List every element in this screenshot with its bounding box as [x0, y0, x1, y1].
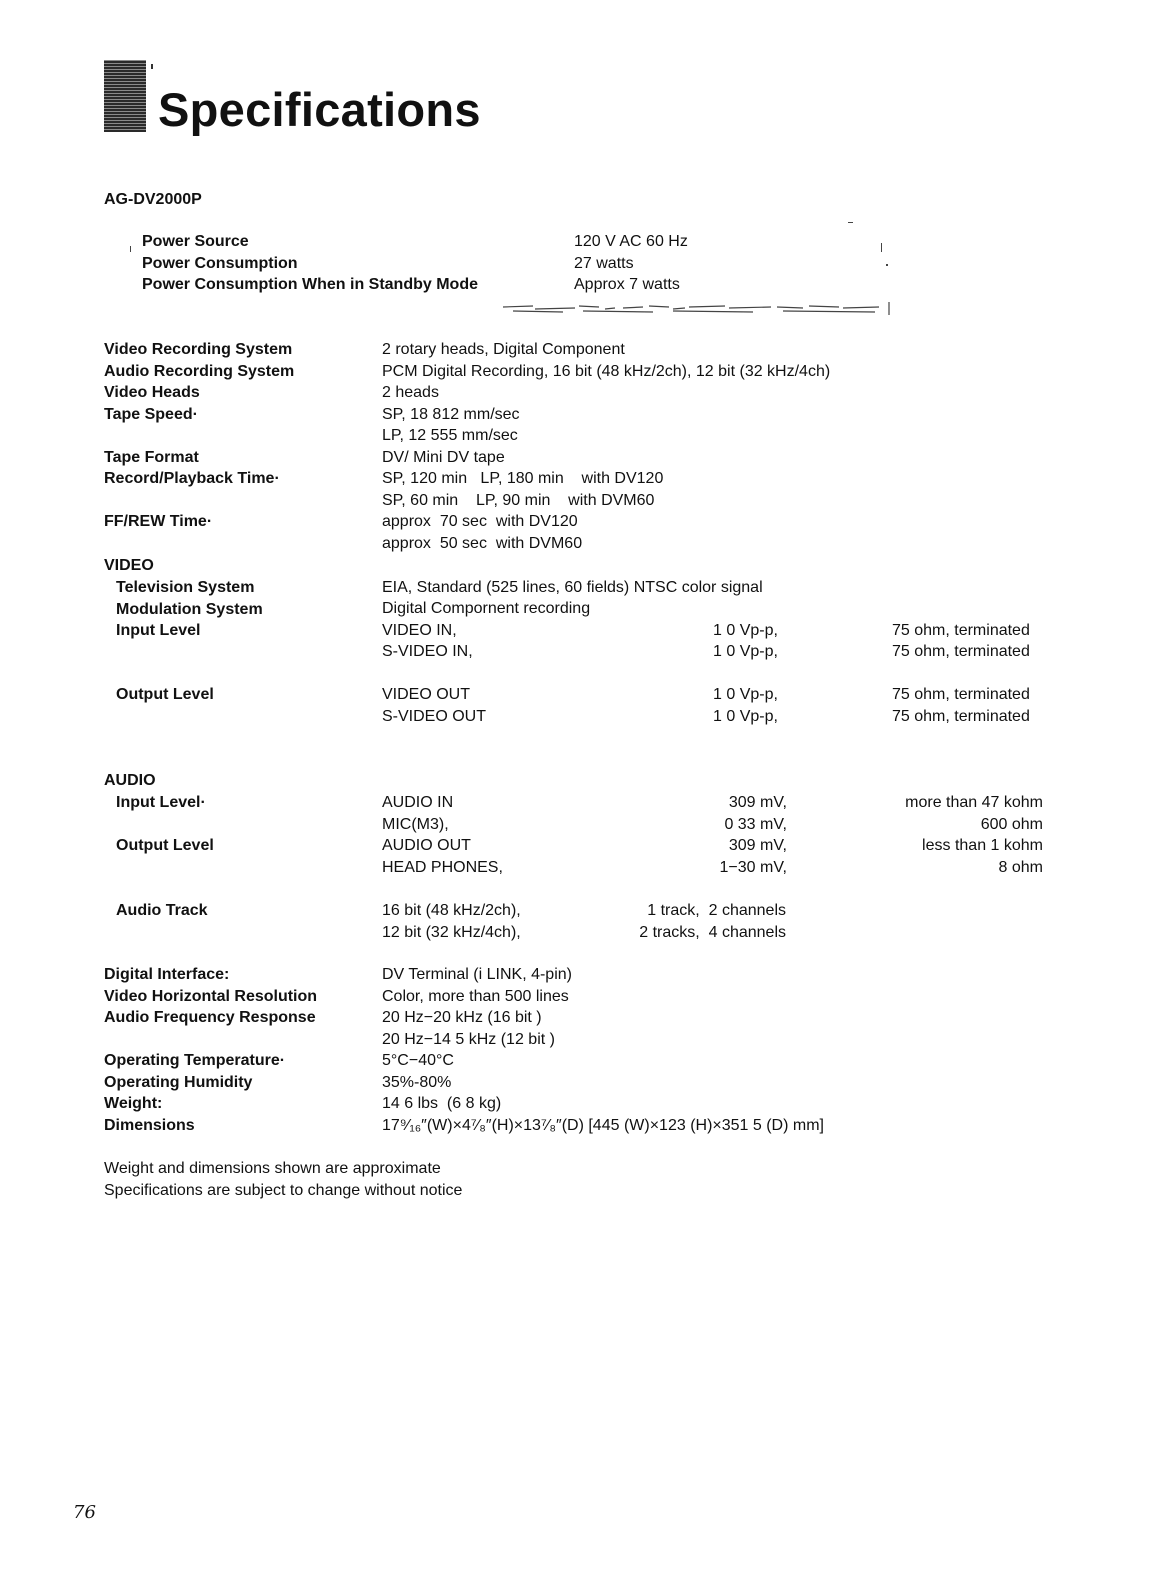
io-port: VIDEO IN, [382, 622, 457, 639]
spec-value: 17⁹⁄₁₆″(W)×4⁷⁄₈″(H)×13⁷⁄₈″(D) [445 (W)×123 (H)×351 5 (D) mm] [382, 1116, 824, 1134]
io-port: MIC(M3), [382, 816, 449, 833]
io-level: 1−30 mV, [719, 859, 787, 876]
misc-labels [104, 964, 317, 1136]
power-source-label: Power Source [142, 233, 249, 250]
io-impedance: 8 ohm [998, 859, 1043, 876]
spec-label: FF/REW Time· [104, 513, 213, 530]
spec-value: 14 6 lbs (6 8 kg) [382, 1095, 502, 1112]
audio-heading: AUDIO [104, 772, 156, 789]
page-title: Specifications [158, 83, 481, 136]
spec-label: Tape Format [104, 448, 199, 466]
io-impedance: 75 ohm, terminated [892, 708, 1030, 725]
video-heading: VIDEO [104, 557, 154, 574]
spec-value: SP, 120 min LP, 180 min with DV120 [382, 470, 664, 487]
video-output-level-label: Output Level [116, 686, 214, 703]
io-port: S-VIDEO OUT [382, 708, 487, 725]
video-labels [116, 577, 263, 642]
spec-label: Video Recording System [104, 341, 293, 358]
power-source-value: 120 V AC 60 Hz [574, 233, 688, 250]
spec-value: approx 70 sec with DV120 [382, 513, 578, 530]
io-port: AUDIO OUT [382, 837, 471, 854]
io-impedance: 75 ohm, terminated [892, 686, 1030, 703]
track-format: 16 bit (48 kHz/2ch), [382, 902, 521, 919]
footnote: Weight and dimensions shown are approximate [104, 1160, 441, 1177]
standby-power-label: Power Consumption When in Standby Mode [142, 276, 478, 293]
io-level: 1 0 Vp-p, [713, 622, 778, 639]
io-level: 1 0 Vp-p, [713, 708, 778, 725]
spec-value: approx 50 sec with DVM60 [382, 534, 583, 552]
io-port: HEAD PHONES, [382, 859, 503, 876]
spec-label: Video Heads [104, 384, 200, 401]
power-values [574, 231, 688, 296]
power-consumption-label: Power Consumption [142, 254, 298, 272]
spec-value: DV/ Mini DV tape [382, 448, 505, 466]
page-number: 76 [73, 1502, 96, 1523]
io-level: 309 mV, [728, 837, 787, 854]
doc-section-marker-icon [104, 60, 146, 132]
track-count: 2 tracks, 4 channels [639, 924, 786, 941]
spec-value: 5°C−40°C [382, 1052, 454, 1069]
io-port: AUDIO IN [382, 794, 454, 811]
general-labels [104, 339, 294, 533]
modulation-system-label: Modulation System [116, 600, 263, 618]
footnotes [104, 1158, 462, 1202]
io-impedance: more than 47 kohm [905, 794, 1043, 811]
io-level: 1 0 Vp-p, [713, 643, 778, 660]
spec-value: 2 rotary heads, Digital Component [382, 341, 625, 358]
io-port: VIDEO OUT [382, 686, 471, 703]
audio-output-level-label: Output Level [116, 837, 214, 854]
scan-speck [848, 222, 853, 223]
scan-noise-line [503, 302, 893, 316]
io-port: S-VIDEO IN, [382, 643, 473, 660]
spec-label: Audio Frequency Response [104, 1009, 316, 1026]
io-impedance: less than 1 kohm [922, 837, 1043, 854]
spec-value: 35%-80% [382, 1073, 452, 1091]
spec-label: Audio Recording System [104, 362, 295, 380]
spec-value: DV Terminal (i LINK, 4-pin) [382, 966, 572, 983]
spec-label: Dimensions [104, 1116, 195, 1134]
scan-speck [130, 246, 131, 252]
track-count: 1 track, 2 channels [647, 902, 786, 919]
video-input-level-label: Input Level [116, 622, 201, 639]
spec-label [104, 490, 294, 512]
track-format: 12 bit (32 kHz/4ch), [382, 924, 521, 941]
misc-values [382, 964, 824, 1136]
television-system-label: Television System [116, 579, 255, 596]
spec-value: 2 heads [382, 384, 439, 401]
general-values [382, 339, 830, 554]
spec-label: Video Horizontal Resolution [104, 987, 318, 1005]
standby-power-value: Approx 7 watts [574, 276, 680, 293]
spec-value: LP, 12 555 mm/sec [382, 427, 518, 444]
spec-label: Operating Humidity [104, 1073, 253, 1091]
power-consumption-value: 27 watts [574, 254, 634, 272]
spec-label [104, 1029, 317, 1051]
scan-speck [881, 243, 882, 252]
spec-label: Operating Temperature· [104, 1052, 286, 1069]
spec-label: Digital Interface: [104, 966, 230, 983]
spec-label [104, 425, 294, 447]
spec-value: SP, 60 min LP, 90 min with DVM60 [382, 491, 655, 509]
power-labels [142, 231, 478, 296]
io-level: 1 0 Vp-p, [713, 686, 778, 703]
io-level: 309 mV, [728, 794, 787, 811]
audio-input-level-label: Input Level· [116, 794, 206, 811]
scan-speck [886, 264, 888, 266]
footnote: Specifications are subject to change without notice [104, 1182, 463, 1199]
spec-value: PCM Digital Recording, 16 bit (48 kHz/2ch), 12 bit (32 kHz/4ch) [382, 362, 831, 380]
model-name: AG-DV2000P [104, 191, 202, 208]
spec-label: Tape Speed· [104, 405, 198, 423]
io-impedance: 75 ohm, terminated [892, 622, 1030, 639]
spec-value: SP, 18 812 mm/sec [382, 405, 520, 423]
io-level: 0 33 mV, [724, 816, 787, 833]
scan-speck [151, 64, 153, 69]
spec-value: 20 Hz−14 5 kHz (12 bit ) [382, 1030, 555, 1048]
spec-label: Record/Playback Time· [104, 470, 280, 487]
spec-label: Weight: [104, 1095, 163, 1112]
television-system-value: EIA, Standard (525 lines, 60 fields) NTSC color signal [382, 579, 763, 596]
spec-value: 20 Hz−20 kHz (16 bit ) [382, 1009, 542, 1026]
modulation-system-value: Digital Compornent recording [382, 600, 591, 617]
io-impedance: 600 ohm [980, 816, 1043, 833]
spec-value: Color, more than 500 lines [382, 987, 569, 1005]
io-impedance: 75 ohm, terminated [892, 643, 1030, 660]
audio-track-label: Audio Track [116, 902, 208, 919]
